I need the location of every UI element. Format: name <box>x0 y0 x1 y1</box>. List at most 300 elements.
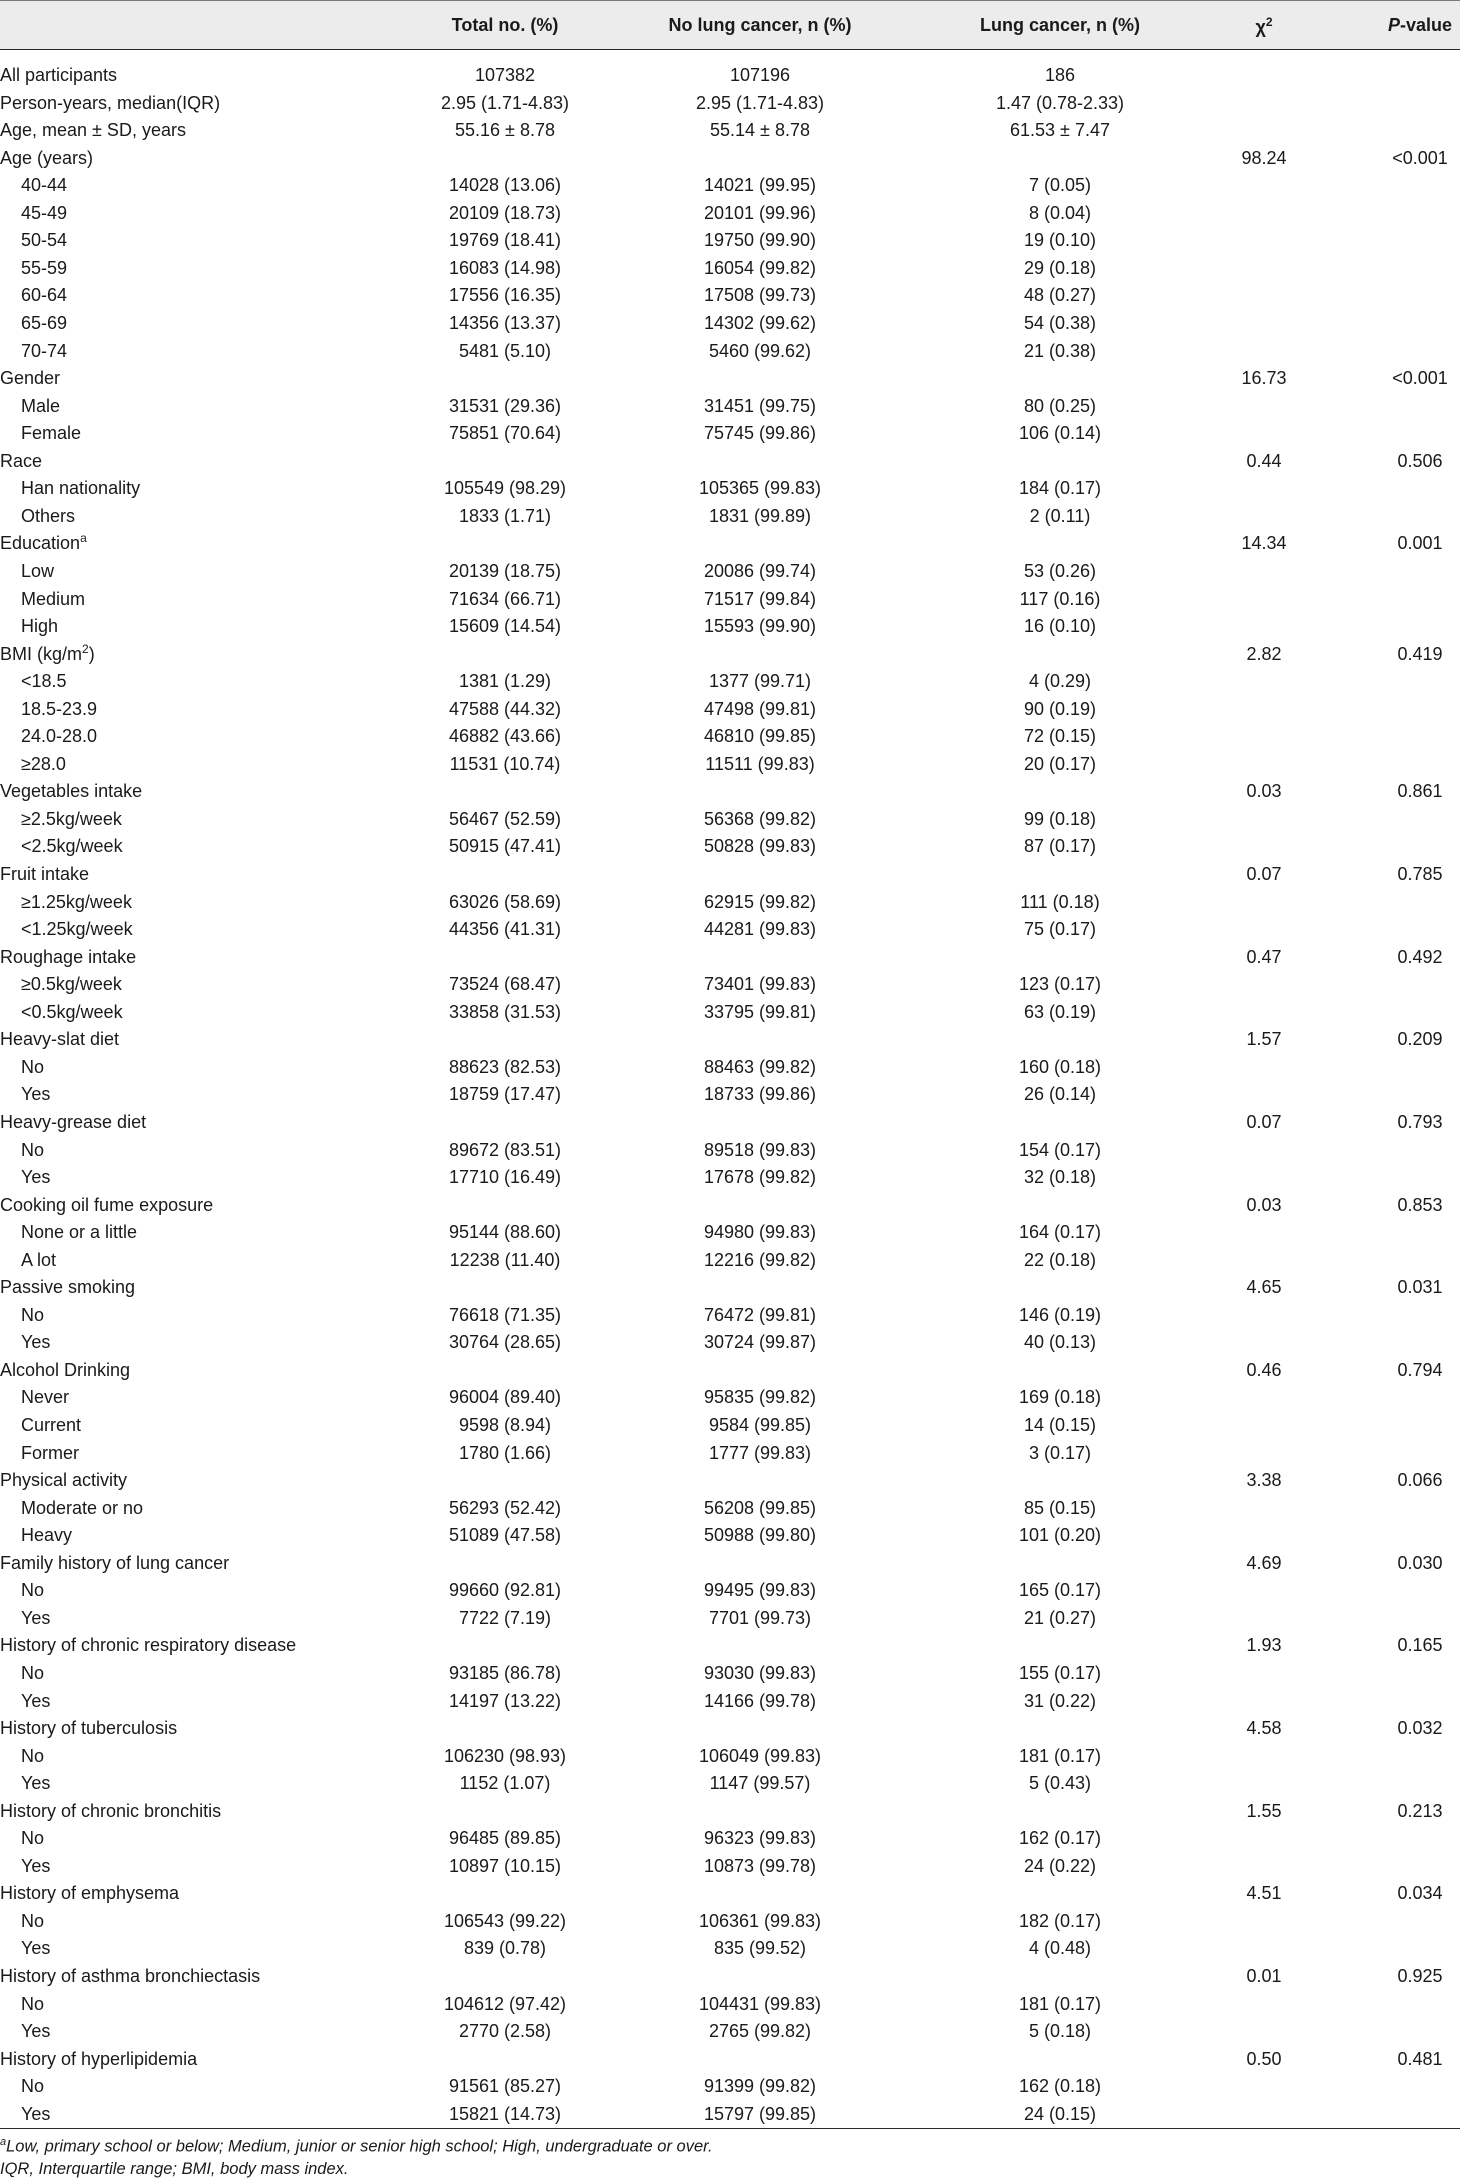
cell-total: 5481 (5.10) <box>458 340 552 361</box>
row-label-text: Male <box>21 395 61 416</box>
cell-lung-cancer: 48 (0.27) <box>1023 285 1097 306</box>
table-row <box>0 1908 1460 1935</box>
cell-total: 33858 (31.53) <box>448 1001 562 1022</box>
row-label-text: ≥2.5kg/week <box>21 808 122 829</box>
chi-superscript: 2 <box>1265 15 1273 29</box>
row-label-text: Heavy-slat diet <box>0 1029 120 1050</box>
row-sublabel <box>21 1415 81 1436</box>
table-row <box>0 999 1460 1026</box>
cell-no-lung-cancer: 2.95 (1.71-4.83) <box>695 92 825 113</box>
row-label-text: Age (years) <box>0 147 94 168</box>
row-sublabel <box>21 2021 50 2042</box>
row-label-text: <0.5kg/week <box>21 1001 123 1022</box>
cell-total: 56467 (52.59) <box>448 808 562 829</box>
row-label <box>0 1195 213 1216</box>
cell-no-lung-cancer: 44281 (99.83) <box>703 919 817 940</box>
cell-p-value: 0.853 <box>1397 1194 1443 1215</box>
row-label-text: History of emphysema <box>0 1883 180 1904</box>
row-sublabel <box>21 754 66 775</box>
cell-total: 104612 (97.42) <box>443 1993 567 2014</box>
cell-total: 96004 (89.40) <box>448 1387 562 1408</box>
cell-total: 71634 (66.71) <box>448 588 562 609</box>
cell-total: 96485 (89.85) <box>448 1828 562 1849</box>
cell-total: 1381 (1.29) <box>458 671 552 692</box>
cell-p-value: 0.794 <box>1397 1359 1443 1380</box>
cell-total: 1780 (1.66) <box>458 1442 552 1463</box>
row-label-text: Person-years, median(IQR) <box>0 92 221 113</box>
row-label-text: Medium <box>21 588 86 609</box>
row-label-text: 24.0-28.0 <box>21 726 98 747</box>
cell-no-lung-cancer: 14166 (99.78) <box>703 1690 817 1711</box>
cell-lung-cancer: 155 (0.17) <box>1018 1662 1102 1683</box>
cell-lung-cancer: 24 (0.15) <box>1023 2103 1097 2124</box>
cell-total: 75851 (70.64) <box>448 423 562 444</box>
row-sublabel <box>21 974 122 995</box>
table-row <box>0 310 1460 337</box>
table-row <box>0 475 1460 502</box>
cell-total: 89672 (83.51) <box>448 1139 562 1160</box>
row-label-tail: ) <box>88 643 95 664</box>
cell-no-lung-cancer: 15593 (99.90) <box>703 616 817 636</box>
row-label <box>0 1029 119 1050</box>
row-label <box>0 864 89 885</box>
cell-no-lung-cancer: 46810 (99.85) <box>703 726 817 747</box>
row-sublabel <box>21 341 67 362</box>
table-row <box>0 282 1460 309</box>
row-label <box>0 1470 127 1491</box>
row-sublabel <box>21 313 67 334</box>
row-label-text: Yes <box>21 1773 51 1794</box>
cell-no-lung-cancer: 95835 (99.82) <box>703 1387 817 1408</box>
cell-lung-cancer: 54 (0.38) <box>1023 313 1097 333</box>
table-row <box>0 393 1460 420</box>
cell-total: 20139 (18.75) <box>448 560 562 581</box>
cell-no-lung-cancer: 76472 (99.81) <box>703 1304 817 1325</box>
cell-lung-cancer: 31 (0.22) <box>1023 1690 1097 1711</box>
cell-lung-cancer: 40 (0.13) <box>1023 1332 1097 1353</box>
row-label-text: Former <box>21 1442 79 1463</box>
cell-lung-cancer: 111 (0.18) <box>1020 891 1100 912</box>
table-row <box>0 1853 1460 1880</box>
cell-total: 839 (0.78) <box>463 1938 547 1959</box>
cell-total: 18759 (17.47) <box>448 1084 562 1105</box>
p-letter: P <box>1387 15 1400 35</box>
row-sublabel <box>21 671 67 692</box>
table-row <box>0 641 1460 668</box>
table-row <box>0 971 1460 998</box>
table-row <box>0 255 1460 282</box>
cell-total: 88623 (82.53) <box>448 1056 562 1077</box>
cell-p-value: 0.034 <box>1397 1883 1443 1904</box>
cell-total: 99660 (92.81) <box>448 1580 562 1601</box>
cell-lung-cancer: 186 <box>1044 65 1076 85</box>
cell-no-lung-cancer: 11511 (99.83) <box>705 753 815 774</box>
row-label <box>0 148 93 169</box>
row-label-text: No <box>21 1910 45 1931</box>
cell-no-lung-cancer: 55.14 ± 8.78 <box>710 120 810 141</box>
cell-lung-cancer: 90 (0.19) <box>1023 698 1097 719</box>
cell-no-lung-cancer: 20086 (99.74) <box>703 560 817 581</box>
table-row <box>0 944 1460 971</box>
cell-total: 44356 (41.31) <box>448 919 562 940</box>
row-label-text: Current <box>21 1415 82 1435</box>
cell-p-value: <0.001 <box>1392 368 1448 389</box>
cell-no-lung-cancer: 105365 (99.83) <box>698 478 822 499</box>
cell-total: 31531 (29.36) <box>448 395 562 416</box>
cell-no-lung-cancer: 47498 (99.81) <box>703 698 817 719</box>
table-row <box>0 2073 1460 2100</box>
row-sublabel <box>21 726 97 747</box>
cell-lung-cancer: 75 (0.17) <box>1023 919 1097 940</box>
cell-no-lung-cancer: 93030 (99.83) <box>703 1662 817 1683</box>
table-row <box>0 2101 1460 2128</box>
cell-no-lung-cancer: 91399 (99.82) <box>703 2076 817 2097</box>
row-label-text: 40-44 <box>21 175 68 196</box>
table-row <box>0 1440 1460 1467</box>
cell-p-value: 0.213 <box>1397 1800 1443 1821</box>
cell-chi-square: 14.34 <box>1241 533 1287 554</box>
row-sublabel <box>21 1938 50 1959</box>
row-label-text: <2.5kg/week <box>21 836 123 857</box>
cell-no-lung-cancer: 106361 (99.83) <box>698 1910 822 1931</box>
cell-lung-cancer: 16 (0.10) <box>1023 616 1097 636</box>
cell-no-lung-cancer: 99495 (99.83) <box>703 1580 817 1601</box>
cell-no-lung-cancer: 10873 (99.78) <box>703 1855 817 1876</box>
table-row <box>0 916 1460 943</box>
table-row <box>0 751 1460 778</box>
row-label-text: <1.25kg/week <box>21 919 133 940</box>
table-row <box>0 1274 1460 1301</box>
cell-lung-cancer: 8 (0.04) <box>1028 202 1092 223</box>
cell-total: 14197 (13.22) <box>448 1690 562 1711</box>
row-sublabel <box>21 1002 123 1023</box>
cell-lung-cancer: 21 (0.27) <box>1023 1607 1097 1628</box>
cell-total: 14028 (13.06) <box>448 175 562 196</box>
cell-no-lung-cancer: 62915 (99.82) <box>703 891 817 912</box>
row-sublabel <box>21 1911 44 1932</box>
table-row <box>0 1743 1460 1770</box>
row-label-text: History of tuberculosis <box>0 1718 178 1738</box>
cell-lung-cancer: 181 (0.17) <box>1018 1993 1102 2014</box>
row-label-text: 50-54 <box>21 230 68 251</box>
cell-total: 106230 (98.93) <box>443 1745 567 1766</box>
cell-chi-square: 0.03 <box>1246 1194 1282 1215</box>
table-row <box>0 145 1460 172</box>
cell-no-lung-cancer: 7701 (99.73) <box>708 1607 812 1628</box>
row-sublabel <box>21 1498 143 1519</box>
table-row <box>0 1219 1460 1246</box>
cell-total: 11531 (10.74) <box>449 753 561 774</box>
cell-chi-square: 0.46 <box>1246 1359 1282 1380</box>
cell-total: 46882 (43.66) <box>448 726 562 747</box>
cell-p-value: 0.925 <box>1397 1966 1443 1986</box>
row-label-text: Yes <box>21 2103 51 2124</box>
table-row <box>0 1991 1460 2018</box>
table-row <box>0 365 1460 392</box>
table-bottom-rule <box>0 2128 1460 2129</box>
row-label <box>0 1635 296 1656</box>
row-label-text: History of hyperlipidemia <box>0 2048 198 2069</box>
cell-lung-cancer: 19 (0.10) <box>1023 230 1097 251</box>
row-label <box>0 451 42 472</box>
row-sublabel <box>21 2076 44 2097</box>
cell-lung-cancer: 181 (0.17) <box>1018 1745 1102 1766</box>
cell-no-lung-cancer: 73401 (99.83) <box>703 974 817 995</box>
cell-total: 55.16 ± 8.78 <box>455 120 555 141</box>
cell-lung-cancer: 101 (0.20) <box>1018 1525 1102 1546</box>
row-label-text: Gender <box>0 368 61 389</box>
cell-lung-cancer: 80 (0.25) <box>1023 395 1097 416</box>
cell-lung-cancer: 154 (0.17) <box>1018 1139 1102 1160</box>
cell-total: 51089 (47.58) <box>448 1525 562 1546</box>
cell-total: 7722 (7.19) <box>458 1607 552 1628</box>
row-label <box>0 1966 260 1987</box>
cell-p-value: <0.001 <box>1392 147 1448 168</box>
cell-total: 56293 (52.42) <box>448 1497 562 1518</box>
table-row <box>0 2046 1460 2073</box>
table-row <box>0 1550 1460 1577</box>
row-label <box>0 781 142 802</box>
row-label <box>0 93 220 114</box>
row-label <box>0 120 186 141</box>
cell-total: 47588 (44.32) <box>448 698 562 719</box>
cell-total: 107382 <box>474 65 536 85</box>
cell-p-value: 0.031 <box>1397 1277 1443 1298</box>
row-sublabel <box>21 1057 44 1078</box>
row-label-text: Fruit intake <box>0 864 90 884</box>
cell-p-value: 0.001 <box>1397 533 1443 554</box>
table-row <box>0 1302 1460 1329</box>
cell-chi-square: 4.51 <box>1246 1883 1282 1904</box>
table-row <box>0 1522 1460 1549</box>
row-sublabel <box>21 478 140 499</box>
cell-lung-cancer: 164 (0.17) <box>1018 1222 1102 1243</box>
row-sublabel <box>21 616 58 637</box>
cell-chi-square: 1.55 <box>1246 1800 1282 1821</box>
row-sublabel <box>21 1305 44 1326</box>
cell-lung-cancer: 26 (0.14) <box>1023 1084 1097 1105</box>
cell-no-lung-cancer: 75745 (99.86) <box>703 423 817 444</box>
row-label <box>0 641 95 665</box>
row-sublabel <box>21 396 60 417</box>
cell-total: 17556 (16.35) <box>448 285 562 306</box>
cell-chi-square: 1.93 <box>1246 1635 1282 1656</box>
header-lung-cancer: Lung cancer, n (%) <box>979 15 1141 35</box>
cell-lung-cancer: 123 (0.17) <box>1018 974 1102 995</box>
row-sublabel <box>21 1250 56 1271</box>
row-sublabel <box>21 230 67 251</box>
table-row <box>0 696 1460 723</box>
cell-no-lung-cancer: 88463 (99.82) <box>703 1056 817 1077</box>
row-label-text: Family history of lung cancer <box>0 1552 230 1573</box>
row-label-text: ≥28.0 <box>21 753 66 774</box>
row-sublabel <box>21 1332 50 1353</box>
table-row <box>0 1329 1460 1356</box>
cell-chi-square: 0.47 <box>1246 946 1282 967</box>
cell-chi-square: 4.65 <box>1246 1277 1282 1298</box>
table-row <box>0 1577 1460 1604</box>
row-label-text: Age, mean ± SD, years <box>0 120 186 141</box>
row-label-text: 60-64 <box>21 285 68 306</box>
footnote-mark: a <box>0 2136 7 2148</box>
row-label-text: History of asthma bronchiectasis <box>0 1966 261 1986</box>
cell-no-lung-cancer: 18733 (99.86) <box>703 1084 817 1105</box>
table-row <box>0 1109 1460 1136</box>
table-row <box>0 889 1460 916</box>
cell-total: 95144 (88.60) <box>448 1222 562 1243</box>
cell-p-value: 0.209 <box>1397 1029 1443 1050</box>
row-label <box>0 2049 197 2070</box>
cell-lung-cancer: 2 (0.11) <box>1029 505 1091 526</box>
cell-total: 2770 (2.58) <box>458 2021 552 2041</box>
cell-lung-cancer: 29 (0.18) <box>1023 257 1097 278</box>
cell-lung-cancer: 117 (0.16) <box>1019 588 1101 609</box>
row-label <box>0 947 136 968</box>
row-label-text: Yes <box>21 1167 51 1187</box>
row-label-text: Yes <box>21 1607 51 1628</box>
row-label-superscript: 2 <box>82 641 89 656</box>
row-label-text: Roughage intake <box>0 946 137 967</box>
cell-lung-cancer: 53 (0.26) <box>1023 560 1097 581</box>
cell-total: 16083 (14.98) <box>448 257 562 278</box>
cell-no-lung-cancer: 835 (99.52) <box>713 1938 807 1959</box>
row-sublabel <box>21 1140 44 1161</box>
row-label <box>0 1553 229 1574</box>
cell-lung-cancer: 169 (0.18) <box>1018 1387 1102 1408</box>
table-row <box>0 200 1460 227</box>
table-row <box>0 2018 1460 2045</box>
table-row <box>0 558 1460 585</box>
cell-no-lung-cancer: 16054 (99.82) <box>703 257 817 278</box>
table-row <box>0 586 1460 613</box>
cell-no-lung-cancer: 30724 (99.87) <box>703 1332 817 1353</box>
cell-p-value: 0.785 <box>1397 864 1443 884</box>
row-sublabel <box>21 2104 50 2125</box>
table-row <box>0 668 1460 695</box>
row-label <box>0 1360 130 1381</box>
table-row <box>0 1825 1460 1852</box>
header-total: Total no. (%) <box>451 15 559 35</box>
cell-lung-cancer: 5 (0.43) <box>1028 1773 1092 1794</box>
cell-total: 63026 (58.69) <box>448 891 562 912</box>
table-row <box>0 1632 1460 1659</box>
row-label-text: Low <box>21 560 55 581</box>
row-label-text: Cooking oil fume exposure <box>0 1194 214 1215</box>
row-sublabel <box>21 699 97 720</box>
cell-no-lung-cancer: 5460 (99.62) <box>708 340 812 361</box>
row-label <box>0 65 117 86</box>
row-label-text: Physical activity <box>0 1470 128 1490</box>
cell-no-lung-cancer: 19750 (99.90) <box>703 230 817 251</box>
cell-lung-cancer: 99 (0.18) <box>1023 808 1097 829</box>
row-sublabel <box>21 1994 44 2015</box>
cell-no-lung-cancer: 33795 (99.81) <box>703 1001 817 1022</box>
cell-total: 20109 (18.73) <box>448 202 562 223</box>
cell-lung-cancer: 72 (0.15) <box>1023 726 1097 747</box>
cell-lung-cancer: 21 (0.38) <box>1023 340 1097 361</box>
table-row <box>0 1495 1460 1522</box>
table-row <box>0 420 1460 447</box>
table-row <box>0 1192 1460 1219</box>
cell-lung-cancer: 4 (0.29) <box>1028 671 1092 692</box>
cell-p-value: 0.506 <box>1397 450 1443 471</box>
cell-total: 15821 (14.73) <box>448 2103 562 2124</box>
row-sublabel <box>21 175 67 196</box>
row-sublabel <box>21 506 75 527</box>
row-sublabel <box>21 892 132 913</box>
row-label-text: No <box>21 1304 45 1325</box>
row-sublabel <box>21 258 67 279</box>
cell-lung-cancer: 4 (0.48) <box>1028 1938 1092 1959</box>
footnote-education-text: Low, primary school or below; Medium, junior or senior high school; High, undergraduate or over. <box>6 2137 713 2156</box>
row-label-text: Yes <box>21 1938 51 1959</box>
table-row <box>0 1770 1460 1797</box>
row-label-text: Yes <box>21 1332 51 1353</box>
cell-p-value: 0.861 <box>1397 781 1443 802</box>
row-label-text: Yes <box>21 2021 51 2041</box>
table-row <box>0 1880 1460 1907</box>
cell-lung-cancer: 184 (0.17) <box>1018 478 1102 499</box>
table-row <box>0 723 1460 750</box>
cell-lung-cancer: 3 (0.17) <box>1028 1442 1092 1463</box>
row-sublabel <box>21 919 133 940</box>
row-label-text: A lot <box>21 1249 57 1270</box>
row-sublabel <box>21 1222 137 1243</box>
row-label-text: No <box>21 1662 45 1683</box>
table-row <box>0 613 1460 640</box>
row-sublabel <box>21 1580 44 1601</box>
cell-total: 50915 (47.41) <box>448 836 562 857</box>
cell-lung-cancer: 146 (0.19) <box>1018 1304 1102 1325</box>
row-label-text: 55-59 <box>21 257 68 278</box>
cell-no-lung-cancer: 56368 (99.82) <box>703 808 817 829</box>
cell-no-lung-cancer: 106049 (99.83) <box>698 1745 822 1766</box>
cell-lung-cancer: 1.47 (0.78-2.33) <box>995 92 1125 113</box>
table-row <box>0 1384 1460 1411</box>
cell-total: 12238 (11.40) <box>449 1249 561 1270</box>
row-label-text: 45-49 <box>21 202 68 223</box>
cell-chi-square: 0.44 <box>1246 450 1282 471</box>
cell-lung-cancer: 160 (0.18) <box>1018 1056 1102 1077</box>
row-sublabel <box>21 1746 44 1767</box>
cell-chi-square: 0.07 <box>1246 864 1282 884</box>
cell-p-value: 0.032 <box>1397 1718 1443 1738</box>
cell-p-value: 0.793 <box>1397 1111 1443 1132</box>
cell-total: 73524 (68.47) <box>448 974 562 995</box>
row-label-text: Female <box>21 423 82 444</box>
cell-lung-cancer: 106 (0.14) <box>1018 423 1102 444</box>
cell-chi-square: 1.57 <box>1246 1029 1282 1050</box>
header-chi-square <box>1255 15 1272 38</box>
cell-lung-cancer: 87 (0.17) <box>1023 836 1097 857</box>
table-row <box>0 227 1460 254</box>
row-label-text: 70-74 <box>21 340 68 361</box>
cell-no-lung-cancer: 71517 (99.84) <box>703 588 817 609</box>
row-label-text: Alcohol Drinking <box>0 1359 131 1380</box>
cell-lung-cancer: 5 (0.18) <box>1028 2021 1092 2041</box>
row-sublabel <box>21 1856 50 1877</box>
row-sublabel <box>21 1525 72 1546</box>
cell-chi-square: 0.03 <box>1246 781 1282 802</box>
cell-p-value: 0.419 <box>1397 643 1443 664</box>
cell-chi-square: 0.50 <box>1246 2048 1282 2069</box>
row-label-text: Heavy-grease diet <box>0 1111 147 1132</box>
row-label-text: High <box>21 616 59 636</box>
cell-p-value: 0.030 <box>1397 1552 1443 1573</box>
cell-total: 105549 (98.29) <box>443 478 567 499</box>
row-label-text: No <box>21 1056 45 1077</box>
cell-total: 10897 (10.15) <box>448 1855 562 1876</box>
